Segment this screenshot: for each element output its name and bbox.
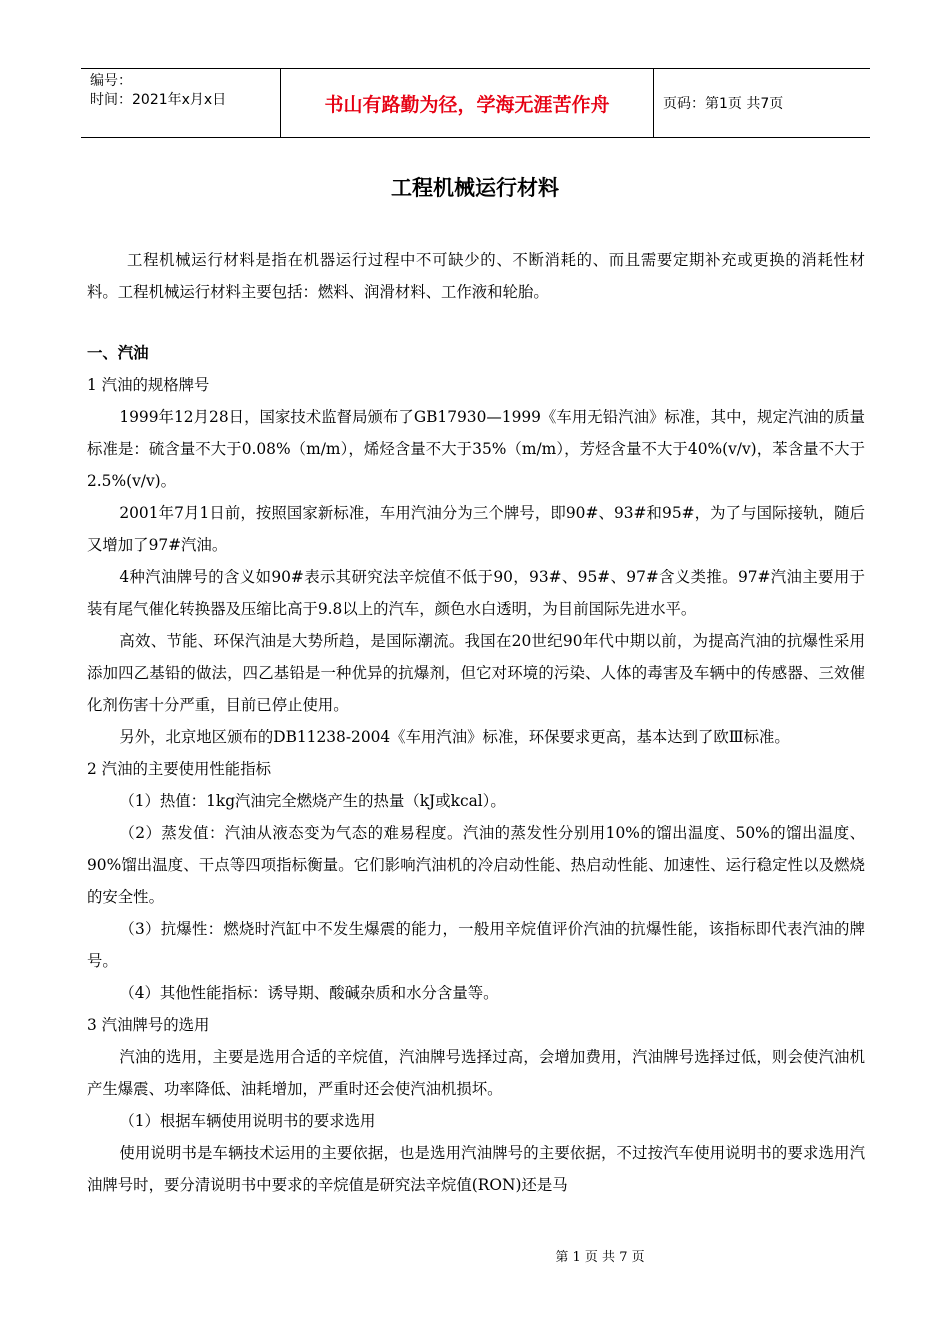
section-heading-gasoline: 一、汽油 <box>87 344 149 362</box>
body-paragraph: 4种汽油牌号的含义如90#表示其研究法辛烷值不低于90，93#、95#、97#含义类推。97#汽油主要用于装有尾气催化转换器及压缩比高于9.8以上的汽车，颜色水白透明，为目前国际先进水平。 <box>87 568 865 618</box>
body-paragraph: （1）根据车辆使用说明书的要求选用 <box>119 1112 376 1130</box>
body-paragraph: （1）热值：1kg汽油完全燃烧产生的热量（kJ或kcal）。 <box>119 792 506 810</box>
subsection-heading: 2 汽油的主要使用性能指标 <box>87 760 271 778</box>
header-page-info: 页码：第1页 共7页 <box>663 96 784 112</box>
body-paragraph: 另外，北京地区颁布的DB11238-2004《车用汽油》标准，环保要求更高，基本达到了欧Ⅲ标准。 <box>119 728 790 746</box>
document-body <box>87 244 865 1201</box>
body-paragraph: 1999年12月28日，国家技术监督局颁布了GB17930—1999《车用无铅汽油》标准，其中，规定汽油的质量标准是：硫含量不大于0.08%（m/m），烯烃含量不大于35%（m/m），芳烃含量不大于40%(v/v)，苯含量不大于2.5%(v/v)。 <box>87 408 865 490</box>
subsection-heading: 1 汽油的规格牌号 <box>87 376 210 394</box>
body-paragraph: （2）蒸发值：汽油从液态变为气态的难易程度。汽油的蒸发性分别用10%的馏出温度、50%的馏出温度、90%馏出温度、干点等四项指标衡量。它们影响汽油机的冷启动性能、热启动性能、加速性、运行稳定性以及燃烧的安全性。 <box>87 824 865 906</box>
header-meta-cell <box>81 69 281 137</box>
header-motto: 书山有路勤为径，学海无涯苦作舟 <box>281 69 654 137</box>
document-title: 工程机械运行材料 <box>391 176 559 200</box>
body-paragraph: （3）抗爆性：燃烧时汽缸中不发生爆震的能力，一般用辛烷值评价汽油的抗爆性能，该指标即代表汽油的牌号。 <box>87 920 865 970</box>
body-paragraph: 2001年7月1日前，按照国家新标准，车用汽油分为三个牌号，即90#、93#和95#，为了与国际接轨，随后又增加了97#汽油。 <box>87 504 865 554</box>
page-footer: 第 1 页 共 7 页 <box>555 1250 645 1265</box>
body-paragraph: 汽油的选用，主要是选用合适的辛烷值，汽油牌号选择过高，会增加费用，汽油牌号选择过低，则会使汽油机产生爆震、功率降低、油耗增加，严重时还会使汽油机损坏。 <box>87 1048 865 1098</box>
body-paragraph: 使用说明书是车辆技术运用的主要依据，也是选用汽油牌号的主要依据，不过按汽车使用说明书的要求选用汽油牌号时，要分清说明书中要求的辛烷值是研究法辛烷值(RON)还是马 <box>87 1144 865 1194</box>
body-paragraph: 高效、节能、环保汽油是大势所趋，是国际潮流。我国在20世纪90年代中期以前，为提高汽油的抗爆性采用添加四乙基铅的做法，四乙基铅是一种优异的抗爆剂，但它对环境的污染、人体的毒害及车辆中的传感器、三效催化剂伤害十分严重，目前已停止使用。 <box>87 632 865 714</box>
document-time-label: 时间：2021年x月x日 <box>90 92 227 108</box>
body-paragraph: （4）其他性能指标：诱导期、酸碱杂质和水分含量等。 <box>119 984 499 1002</box>
intro-paragraph: 工程机械运行材料是指在机器运行过程中不可缺少的、不断消耗的、而且需要定期补充或更换的消耗性材料。工程机械运行材料主要包括：燃料、润滑材料、工作液和轮胎。 <box>87 251 865 301</box>
document-number-label: 编号： <box>90 73 132 89</box>
header-table <box>81 68 870 138</box>
subsection-heading: 3 汽油牌号的选用 <box>87 1016 210 1034</box>
